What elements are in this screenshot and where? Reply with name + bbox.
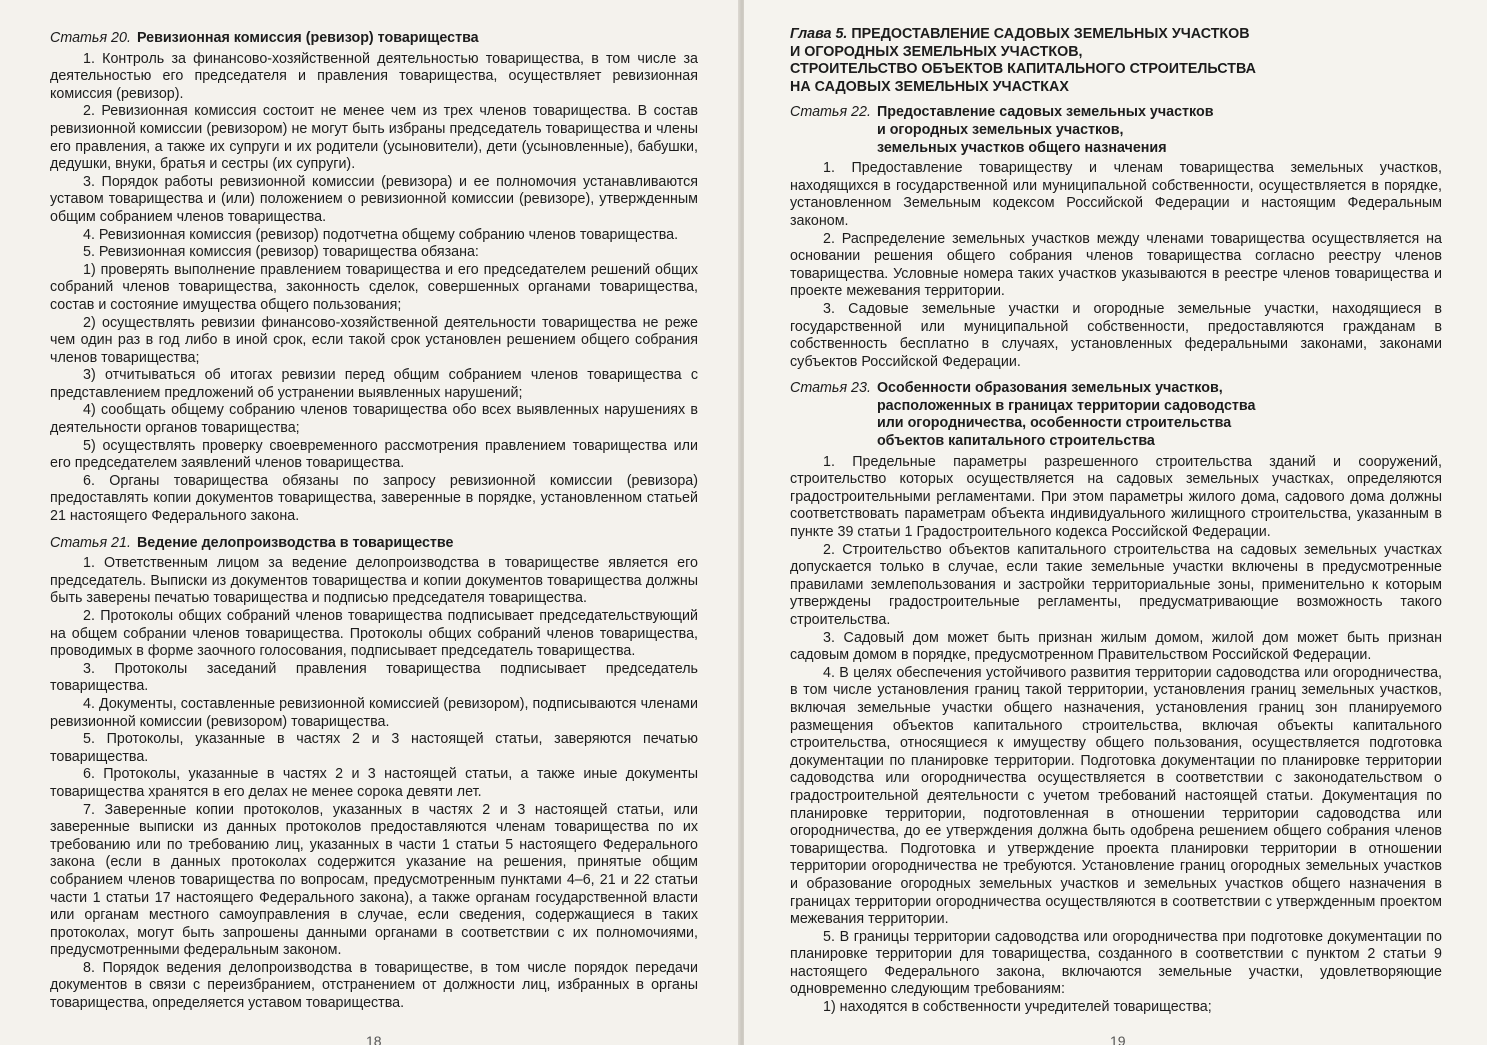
paragraph: 5. В границы территории садоводства или огородничества при подготовке документации по планировке территории для товарищества, созданного в соответствии с пунктом 2 статьи 9 настоящего Федерального закона, включаются земельные участки, удовлетворяющие одновременно следующим требованиям: — [790, 928, 1442, 998]
article-label: Статья 21. — [50, 534, 131, 551]
paragraph: 6. Органы товарищества обязаны по запросу ревизионной комиссии (ревизора) предоставлять копии документов товарищества, заверенные в порядке, установленном статьей 21 настоящего Федерального закона. — [50, 472, 698, 525]
paragraph: 1) проверять выполнение правлением товарищества и его председателем решений общих собраний членов товарищества, законность сделок, совершенных органами товарищества, состав и состояние имущества общего пользования; — [50, 261, 698, 313]
article-22 — [790, 104, 1442, 371]
article-title-line: Предоставление садовых земельных участков — [876, 104, 1214, 121]
paragraph: 6. Протоколы, указанные в частях 2 и 3 настоящей статьи, а также иные документы товарищества хранятся в его делах не менее сорока девяти лет. — [50, 766, 698, 800]
article-title-line: Ревизионная комиссия (ревизор) товарищества — [136, 30, 479, 46]
article-21 — [50, 535, 698, 1013]
paragraph: 2. Распределение земельных участков между членами товарищества осуществляется на основании решения общего собрания членов товарищества согласно реестру членов товарищества. Условные номера таких участков указываются в реестре членов товарищества и проекте межевания территории. — [790, 230, 1442, 300]
article-title — [137, 535, 454, 553]
paragraph: 1. Ответственным лицом за ведение делопроизводства в товариществе является его председатель. Выписки из документов товарищества и копии документов товарищества должны быть заверены печатью товарищества и подписью председателя товарищества. — [50, 555, 698, 607]
article-20 — [50, 30, 698, 526]
article-title-line: или огородничества, особенности строительства — [876, 415, 1232, 432]
paragraph: 2. Ревизионная комиссия состоит не менее чем из трех членов товарищества. В состав ревизионной комиссии (ревизором) не могут быть избраны председатель товарищества и члены его правления, а также их супруги и их родители (усыновители), дети (усыновленные), бабушки, дедушки, внуки, братья и сестры (их супруги). — [50, 103, 698, 173]
article-23-heading — [790, 380, 1442, 450]
right-page — [744, 0, 1487, 1045]
paragraph: 2. Протоколы общих собраний членов товарищества подписывает председательствующий на общем собрании членов товарищества. Протоколы общих собраний членов товарищества, проводимых в форме заочного голосования, подписывает председатель товарищества. — [50, 608, 698, 660]
paragraph: 3. Порядок работы ревизионной комиссии (ревизора) и ее полномочия устанавливаются уставом товарищества и (или) положением о ревизионной комиссии (ревизоре), утвержденным общим собранием членов товарищества. — [50, 173, 698, 225]
article-title — [877, 104, 1214, 157]
paragraph: 3. Садовые земельные участки и огородные земельные участки, находящиеся в государственной или муниципальной собственности, предоставляются гражданам в собственность бесплатно в случаях, установленных федеральными законами, законами субъектов Российской Федерации. — [790, 300, 1442, 370]
paragraph: 4. Ревизионная комиссия (ревизор) подотчетна общему собранию членов товарищества. — [83, 226, 679, 243]
paragraph: 5. Протоколы, указанные в частях 2 и 3 настоящей статьи, заверяются печатью товарищества. — [50, 731, 698, 765]
chapter-title-text: ПРЕДОСТАВЛЕНИЕ САДОВЫХ ЗЕМЕЛЬНЫХ УЧАСТКОВ — [851, 26, 1250, 42]
article-23 — [790, 380, 1442, 1016]
right-page-column — [790, 26, 1442, 1017]
paragraph: 1. Предельные параметры разрешенного строительства зданий и сооружений, строительство которых осуществляется на садовых земельных участках, определяются градостроительными регламентами. При этом параметры жилого дома, садового дома должны соответствовать параметрам объекта индивидуального жилищного строительства, указанным в пункте 39 статьи 1 Градостроительного кодекса Российской Федерации. — [790, 453, 1442, 541]
paragraph: 4. В целях обеспечения устойчивого развития территории садоводства или огородничества, в том числе установления границ такой территории, установления границ земельных участков, включая земельные участки общего назначения, установления границ зон планируемого размещения объектов капитального строительства, включая объекты капитального строительства, относящиеся к имуществу общего пользования, осуществляется подготовка документации по планировке территории. Подготовка документации по планировке территории садоводства или огородничества осуществляется в соответствии с законодательством о градостроительной деятельности с учетом требований настоящей статьи. Документация по планировке территории, подготовленная в отношении территории садоводства или огородничества, до ее утверждения должна быть одобрена решением общего собрания членов товарищества. Подготовка и утверждение проекта планировки территории в отношении территории огородничества не требуются. Установление границ огородных земельных участков и образование огородных земельных участков и земельных участков общего назначения в границах территории огородничества осуществляются в соответствии с утвержденным проектом межевания территории. — [790, 664, 1442, 928]
article-title — [877, 380, 1256, 450]
paragraph: 4. Документы, составленные ревизионной комиссией (ревизором), подписываются членами ревизионной комиссии (ревизором) товарищества. — [50, 695, 698, 730]
chapter-title-line: НА САДОВЫХ ЗЕМЕЛЬНЫХ УЧАСТКАХ — [790, 78, 1069, 95]
article-title-line: объектов капитального строительства — [876, 433, 1155, 450]
page-number: 18 — [366, 1033, 382, 1045]
paragraph: 5) осуществлять проверку своевременного рассмотрения правлением товарищества или его председателем заявлений членов товарищества. — [50, 437, 698, 472]
paragraph: 1. Предоставление товариществу и членам товарищества земельных участков, находящихся в государственной или муниципальной собственности, осуществляется в порядке, установленном Земельным кодексом Российской Федерации и настоящим Федеральным законом. — [790, 160, 1442, 229]
paragraph: 7. Заверенные копии протоколов, указанных в частях 2 и 3 настоящей статьи, или заверенные выписки из данных протоколов предоставляются членам товарищества по их требованию или по требованию лиц, указанных в части 1 статьи 5 настоящего Федерального закона (если в данных протоколах содержится указание на решения, принятые общим собранием членов товарищества по вопросам, предусмотренным пунктами 4–6, 21 и 22 статьи части 1 статьи 17 настоящего Федерального закона), а также органам государственной власти или органам местного самоуправления в случае, если сведения, содержащиеся в таких протоколах, могут быть запрошены данными органами в соответствии с их полномочиями, предусмотренными федеральным законом. — [50, 801, 698, 959]
chapter-label: Глава 5. — [790, 26, 848, 42]
article-20-heading — [50, 30, 698, 48]
paragraph: 2) осуществлять ревизии финансово-хозяйственной деятельности товарищества не реже чем один раз в год либо в иной срок, если такой срок установлен решением общего собрания членов товарищества; — [50, 314, 698, 366]
article-title — [137, 30, 479, 48]
article-22-heading — [790, 104, 1442, 157]
paragraph: 4) сообщать общему собранию членов товарищества обо всех выявленных нарушениях в деятельности органов товарищества; — [50, 402, 698, 437]
article-title-line: расположенных в границах территории садоводства — [876, 397, 1256, 414]
article-title-line: и огородных земельных участков, — [876, 121, 1124, 138]
left-page-column — [50, 30, 698, 1013]
paragraph: 8. Порядок ведения делопроизводства в товариществе, в том числе порядок передачи документов в связи с переизбранием, отстранением от должности лиц, избранных в органы товарищества, определяется уставом товарищества. — [50, 959, 698, 1012]
chapter-title-line: И ОГОРОДНЫХ ЗЕМЕЛЬНЫХ УЧАСТКОВ, — [790, 43, 1083, 60]
chapter-title-line: СТРОИТЕЛЬСТВО ОБЪЕКТОВ КАПИТАЛЬНОГО СТРОИТЕЛЬСТВА — [790, 61, 1256, 78]
paragraph: 3) отчитываться об итогах ревизии перед общим собранием членов товарищества с представлением предложений об устранении выявленных нарушений; — [50, 367, 698, 401]
paragraph: 1) находятся в собственности учредителей товарищества; — [823, 999, 1212, 1016]
paragraph: 3. Садовый дом может быть признан жилым домом, жилой дом может быть признан садовым домом в порядке, предусмотренном Правительством Российской Федерации. — [790, 629, 1442, 664]
article-title-line: Особенности образования земельных участков, — [876, 380, 1223, 397]
paragraph: 2. Строительство объектов капитального строительства на садовых земельных участках допускается только в случае, если такие земельные участки включены в предусмотренные правилами землепользования и застройки территориальные зоны, применительно к которым утверждены градостроительные регламенты, предусматривающие возможность такого строительства. — [790, 541, 1442, 628]
article-label: Статья 22. — [790, 104, 871, 121]
article-title-line: земельных участков общего назначения — [876, 139, 1167, 156]
paragraph: 3. Протоколы заседаний правления товарищества подписывает председатель товарищества. — [50, 660, 698, 695]
left-page — [0, 0, 740, 1045]
paragraph: 5. Ревизионная комиссия (ревизор) товарищества обязана: — [83, 244, 479, 261]
article-label: Статья 20. — [50, 30, 131, 46]
chapter-heading — [790, 26, 1310, 96]
chapter-title-line — [790, 26, 1310, 44]
article-21-heading — [50, 535, 698, 553]
page-number: 19 — [1110, 1033, 1126, 1045]
paragraph: 1. Контроль за финансово-хозяйственной деятельностью товарищества, в том числе за деятельностью его председателя и правления товарищества, осуществляет ревизионная комиссия (ревизор). — [50, 50, 698, 102]
article-title-line: Ведение делопроизводства в товариществе — [136, 534, 454, 551]
article-label: Статья 23. — [790, 380, 871, 397]
